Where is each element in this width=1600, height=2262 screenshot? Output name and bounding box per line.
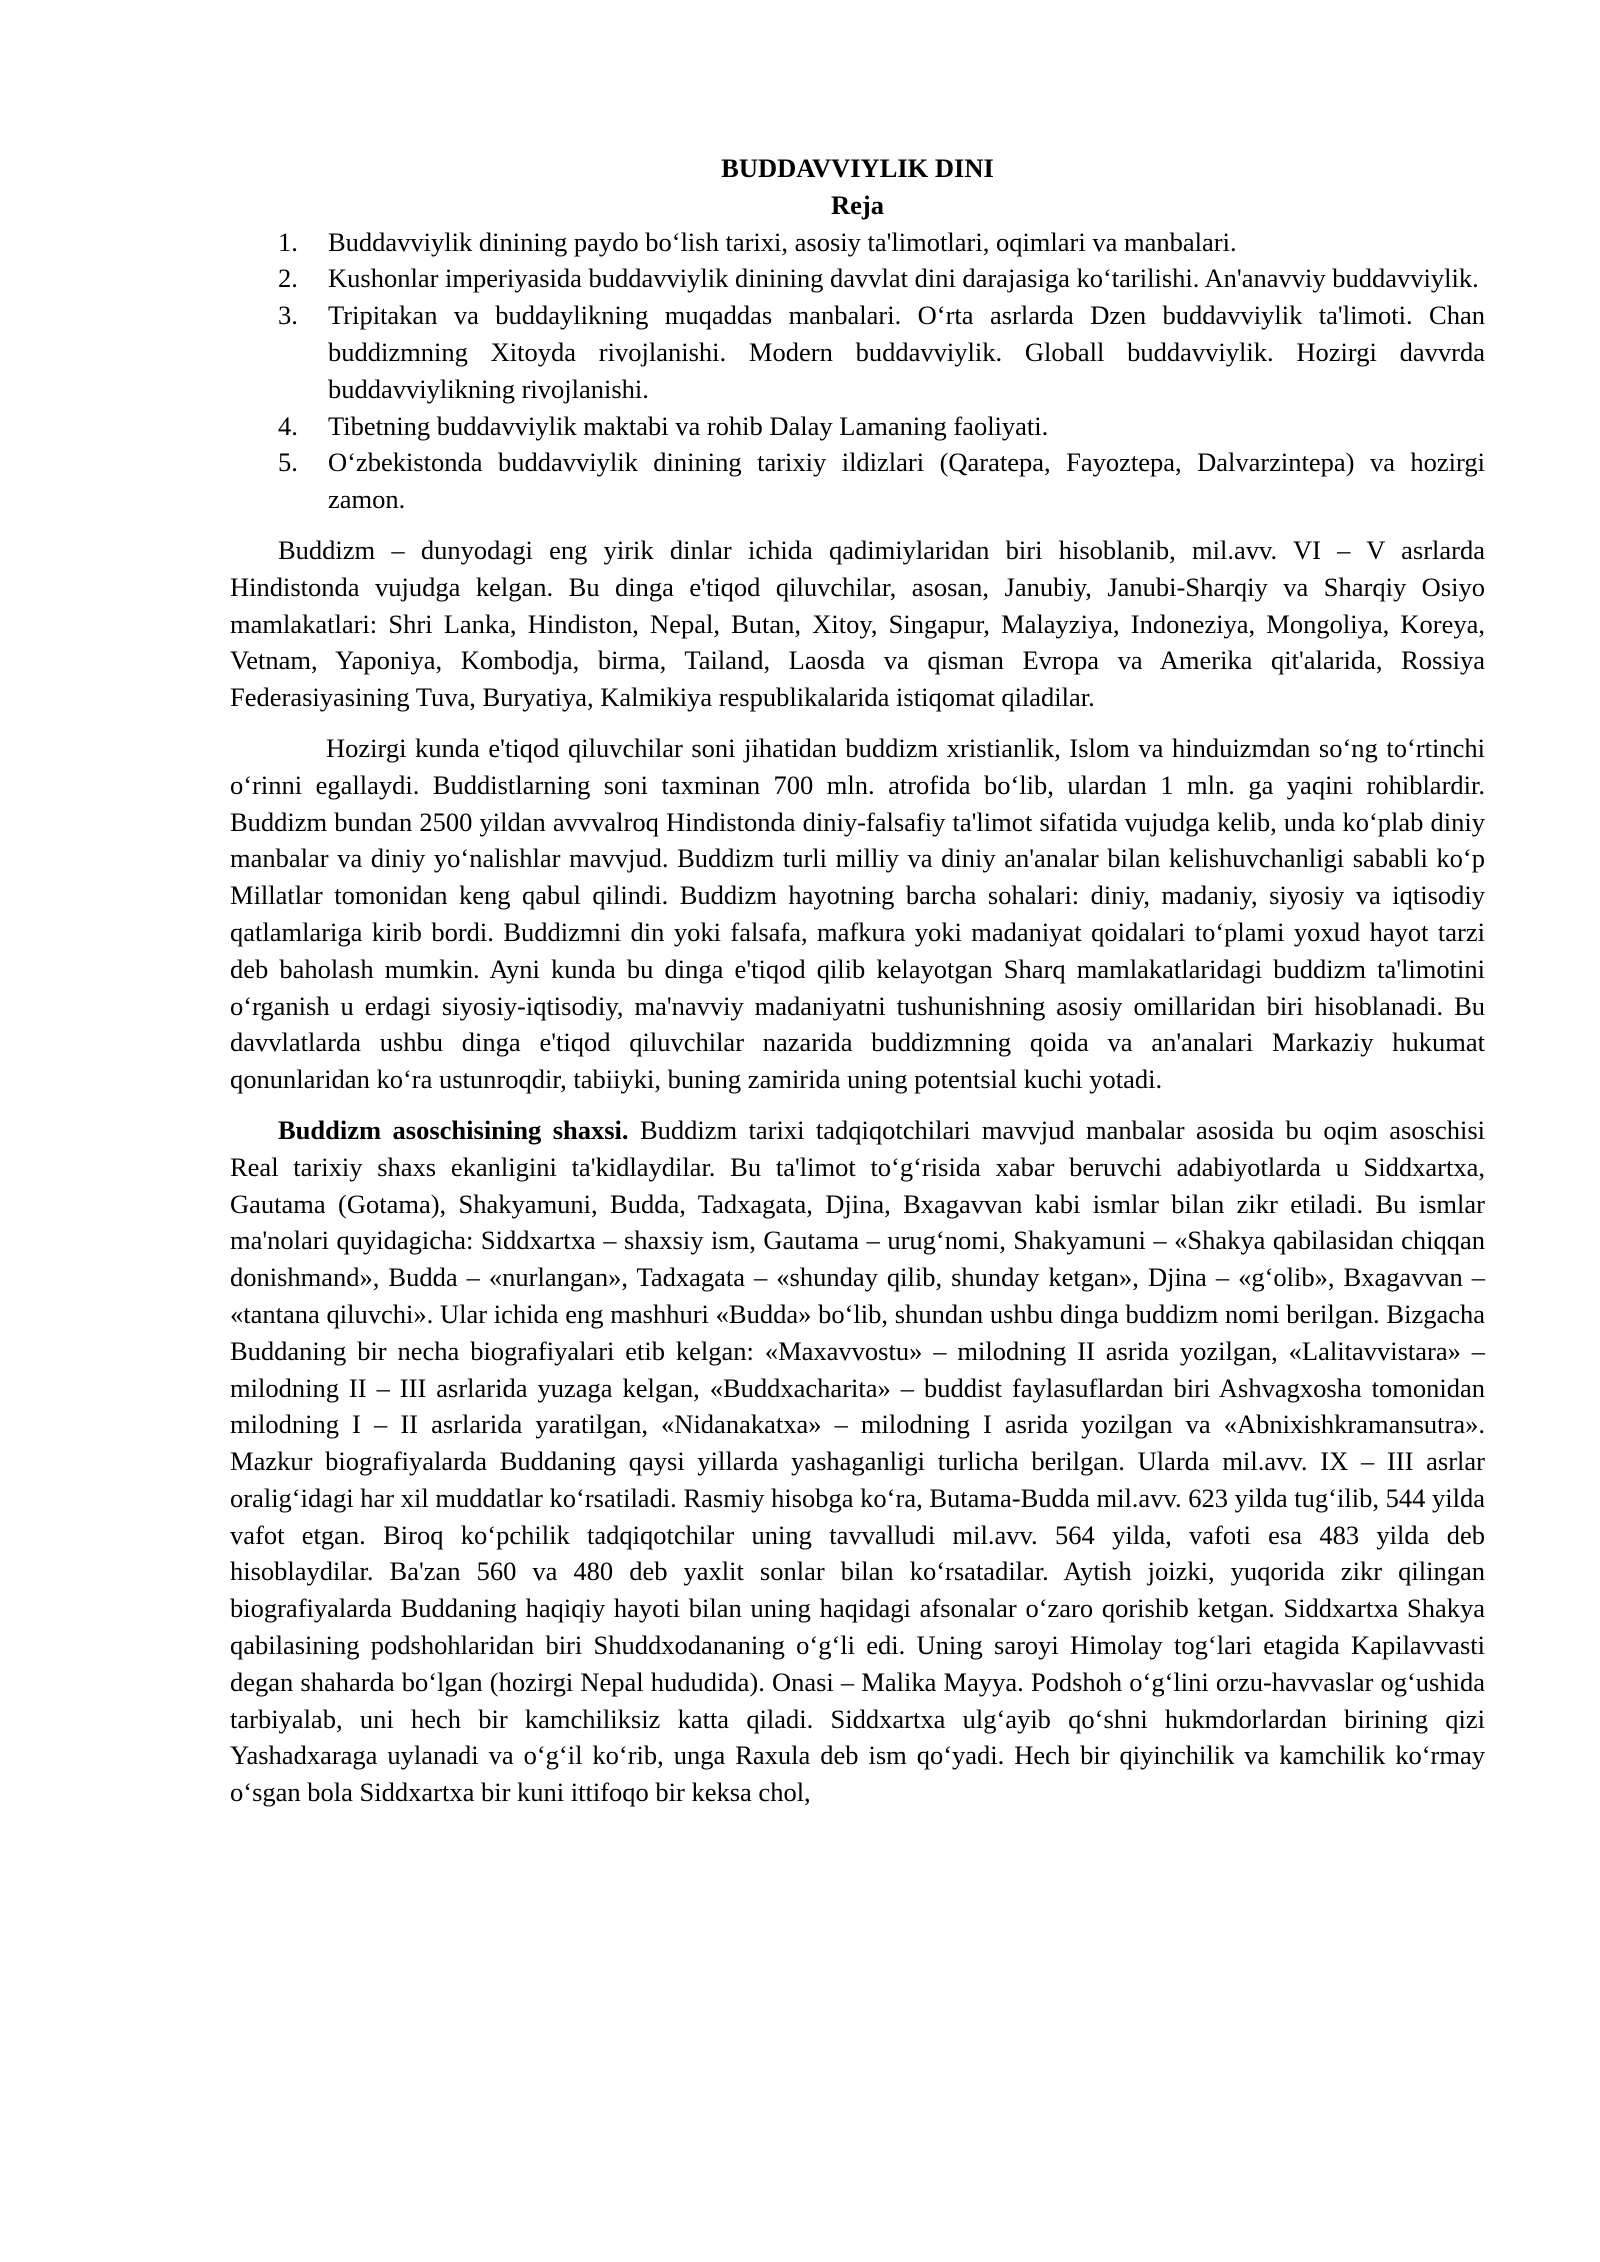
plan-item	[230, 297, 1485, 407]
plan-item-text: Buddavviylik dinining paydo bo‘lish tarixi, asosiy ta'limotlari, oqimlari va manbalari.	[328, 226, 1237, 257]
plan-item	[230, 260, 1485, 297]
paragraph-intro: Buddizm – dunyodagi eng yirik dinlar ichida qadimiylaridan biri hisoblanib, mil.avv. VI – V asrlarda Hindistonda vujudga kelgan. Bu dinga e'tiqod qiluvchilar, asosan, Janubiy, Janubi-Sharqiy va Sharqiy Osiyo mamlakatlari: Shri Lanka, Hindiston, Nepal, Butan, Xitoy, Singapur, Malayziya, Indoneziya, Mongoliya, Koreya, Vetnam, Yaponiya, Kombodja, birma, Tailand, Laosda va qisman Evropa va Amerika qit'alarida, Rossiya Federasiyasining Tuva, Buryatiya, Kalmikiya respublikalarida istiqomat qiladilar.	[230, 534, 1485, 713]
plan-item-text: Tibetning buddavviylik maktabi va rohib Dalay Lamaning faoliyati.	[328, 410, 1049, 441]
plan-item-number: 3.	[278, 300, 298, 331]
paragraph-founder-text: Buddizm tarixi tadqiqotchilari mavvjud manbalar asosida bu oqim asoschisi Real tarixiy shaxs ekanligini ta'kidlaydilar. Bu ta'limot to‘g‘risida xabar beruvchi adabiyotlarda u Siddxartxa, Gautama (Gotama), Shakyamuni, Budda, Tadxagata, Djina, Bxagavvan kabi ismlar bilan zikr etiladi. Bu ismlar ma'nolari quyidagicha: Siddxartxa – shaxsiy ism, Gautama – urug‘nomi, Shakyamuni – «Shakya qabilasidan chiqqan donishmand», Budda – «nurlangan», Tadxagata – «shunday qilib, shunday ketgan», Djina – «g‘olib», Bxagavvan – «tantana qiluvchi». Ular ichida eng mashhuri «Budda» bo‘lib, shundan ushbu dinga buddizm nomi berilgan. Bizgacha Buddaning bir necha biografiyalari etib kelgan: «Maxavvostu» – milodning II asrida yozilgan, «Lalitavvistara» – milodning II – III asrlarida yuzaga kelgan, «Buddxacharita» – buddist faylasuflardan biri Ashvagxosha tomonidan milodning I – II asrlarida yaratilgan, «Nidanakatxa» – milodning I asrida yozilgan va «Abnixishkramansutra». Mazkur biografiyalarda Buddaning qaysi yillarda yashaganligi turlicha berilgan. Ularda mil.avv. IX – III asrlar oralig‘idagi har xil muddatlar ko‘rsatiladi. Rasmiy hisobga ko‘ra, Butama-Budda mil.avv. 623 yilda tug‘ilib, 544 yilda vafot etgan. Biroq ko‘pchilik tadqiqotchilar uning tavvalludi mil.avv. 564 yilda, vafoti esa 483 yilda deb hisoblaydilar. Ba'zan 560 va 480 deb yaxlit sonlar bilan ko‘rsatadilar. Aytish joizki, yuqorida zikr qilingan biografiyalarda Buddaning haqiqiy hayoti bilan uning haqidagi afsonalar o‘zaro qorishib ketgan. Siddxartxa Shakya qabilasining podshohlaridan biri Shuddxodananing o‘g‘li edi. Uning saroyi Himolay tog‘lari etagida Kapilavvasti degan shaharda bo‘lgan (hozirgi Nepal hududida). Onasi – Malika Mayya. Podshoh o‘g‘lini orzu-havvaslar og‘ushida tarbiyalab, uni hech bir kamchiliksiz katta qiladi. Siddxartxa ulg‘ayib qo‘shni hukmdorlardan birining qizi Yashadxaraga uylanadi va o‘g‘il ko‘rib, unga Raxula deb ism qo‘yadi. Hech bir qiyinchilik va kamchilik ko‘rmay o‘sgan bola Siddxartxa bir kuni ittifoqo bir keksa chol,	[230, 1114, 1485, 1808]
document-subtitle: Reja	[831, 189, 884, 220]
plan-item-number: 1.	[278, 226, 298, 257]
paragraph-founder-heading: Buddizm asoschisining shaxsi.	[278, 1114, 629, 1145]
document-title: BUDDAVVIYLIK DINI	[721, 153, 994, 183]
plan-item	[230, 408, 1485, 445]
paragraph-founder	[230, 1112, 1485, 1811]
plan-item	[230, 444, 1485, 518]
plan-list	[230, 224, 1485, 518]
plan-item	[230, 224, 1485, 261]
document-page	[230, 150, 1485, 1811]
plan-item-number: 4.	[278, 410, 298, 441]
plan-item-text: Kushonlar imperiyasida buddavviylik dinining davvlat dini darajasiga ko‘tarilishi. An'anavviy buddavviylik.	[328, 263, 1479, 294]
plan-item-text: Tripitakan va buddaylikning muqaddas manbalari. O‘rta asrlarda Dzen buddavviylik ta'limoti. Chan buddizmning Xitoyda rivojlanishi. Modern buddavviylik. Globall buddavviylik. Hozirgi davvrda buddavviylikning rivojlanishi.	[328, 300, 1485, 404]
plan-item-text: O‘zbekistonda buddavviylik dinining tarixiy ildizlari (Qaratepa, Fayoztepa, Dalvarzintepa) va hozirgi zamon.	[328, 447, 1485, 515]
plan-item-number: 2.	[278, 263, 298, 294]
plan-item-number: 5.	[278, 447, 298, 478]
paragraph-followers: Hozirgi kunda e'tiqod qiluvchilar soni jihatidan buddizm xristianlik, Islom va hinduizmdan so‘ng to‘rtinchi o‘rinni egallaydi. Buddistlarning soni taxminan 700 mln. atrofida bo‘lib, ulardan 1 mln. ga yaqini rohiblardir. Buddizm bundan 2500 yildan avvvalroq Hindistonda diniy-falsafiy ta'limot sifatida vujudga kelib, unda ko‘plab diniy manbalar va diniy yo‘nalishlar mavvjud. Buddizm turli milliy va diniy an'analar bilan kelishuvchanligi sababli ko‘p Millatlar tomonidan keng qabul qilindi. Buddizm hayotning barcha sohalari: diniy, madaniy, siyosiy va iqtisodiy qatlamlariga kirib bordi. Buddizmni din yoki falsafa, mafkura yoki madaniyat qoidalari to‘plami yoxud hayot tarzi deb baholash mumkin. Ayni kunda bu dinga e'tiqod qilib kelayotgan Sharq mamlakatlaridagi buddizm ta'limotini o‘rganish u erdagi siyosiy-iqtisodiy, ma'navviy madaniyatni tushunishning asosiy omillaridan biri hisoblanadi. Bu davvlatlarda ushbu dinga e'tiqod qiluvchilar nazarida buddizmning qoida va an'analari Markaziy hukumat qonunlaridan ko‘ra ustunroqdir, tabiiyki, buning zamirida uning potentsial kuchi yotadi.	[230, 732, 1485, 1095]
